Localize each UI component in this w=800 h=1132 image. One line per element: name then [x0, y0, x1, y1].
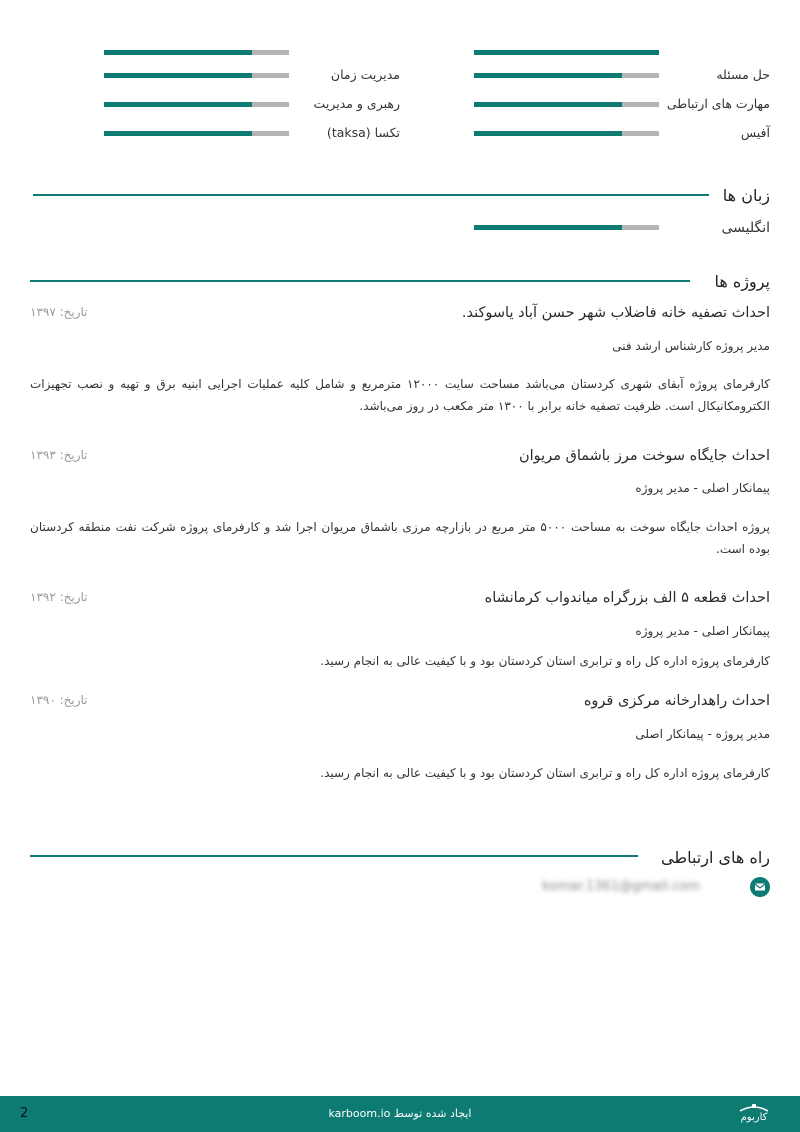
project-description: کارفرمای پروژه آبفای شهری کردستان می‌باشد مساحت سایت ۱۲۰۰۰ مترمربع و شامل کلیه عملیات اجرایی ابنیه برق و تهیه و نصب تجهیزات الکترومکانیکال است. ظرفیت تصفیه خانه برابر با ۱۳۰۰ متر مکعب در روز می‌باشد. — [30, 377, 770, 413]
projects-title: پروژه ها — [714, 272, 770, 291]
karboom-logo — [732, 1102, 776, 1126]
section-divider — [33, 194, 709, 196]
project-description: کارفرمای پروژه اداره کل راه و ترابری استان کردستان بود و با کیفیت عالی به انجام رسید. — [320, 766, 770, 780]
email-address[interactable]: komar.1361@gmail.com — [541, 879, 700, 894]
skill-label: آفیس — [740, 125, 770, 140]
project-date: تاریخ: ۱۳۹۷ — [30, 305, 88, 319]
project-role: پیمانکار اصلی - مدیر پروژه — [635, 481, 770, 495]
footer-bar — [0, 1096, 800, 1132]
language-bar — [474, 225, 659, 230]
skill-label: تکسا (taksa) — [326, 125, 400, 140]
skill-bar — [104, 102, 289, 107]
project-title: احداث راهدارخانه مرکزی قروه — [583, 693, 770, 709]
skill-label: رهبری و مدیریت — [313, 96, 400, 111]
skill-bar — [474, 102, 659, 107]
logo-text: کاربوم — [740, 1112, 768, 1123]
project-description: پروژه احداث جایگاه سوخت به مساحت ۵۰۰۰ متر مربع در بازارچه مرزی باشماق مریوان اجرا شد و کارفرمای پروژه شرکت نفت منطقه کردستان بوده است. — [30, 520, 770, 556]
project-title: احداث جایگاه سوخت مرز باشماق مریوان — [518, 448, 770, 464]
skill-bar — [474, 50, 659, 55]
project-description: کارفرمای پروژه اداره کل راه و ترابری استان کردستان بود و با کیفیت عالی به انجام رسید. — [320, 654, 770, 668]
skill-label: حل مسئله — [716, 67, 770, 82]
project-role: مدیر پروژه کارشناس ارشد فنی — [612, 339, 770, 353]
project-date: تاریخ: ۱۳۹۰ — [30, 693, 88, 707]
project-date: تاریخ: ۱۳۹۲ — [30, 590, 88, 604]
skill-label: مدیریت زمان — [330, 67, 400, 82]
skill-bar — [104, 73, 289, 78]
project-title: احداث قطعه ۵ الف بزرگراه میاندواب کرمانشاه — [484, 590, 770, 606]
project-role: پیمانکار اصلی - مدیر پروژه — [635, 624, 770, 638]
footer-credit[interactable]: ایجاد شده توسط karboom.io — [328, 1107, 472, 1120]
skill-bar — [474, 131, 659, 136]
section-divider — [30, 855, 638, 857]
skill-bar — [474, 73, 659, 78]
project-date: تاریخ: ۱۳۹۳ — [30, 448, 88, 462]
envelope-icon — [750, 877, 770, 897]
contact-title: راه های ارتباطی — [661, 848, 770, 867]
section-divider — [30, 280, 690, 282]
language-label: انگلیسی — [721, 220, 770, 236]
project-role: مدیر پروژه - پیمانکار اصلی — [635, 727, 770, 741]
skill-bar — [104, 50, 289, 55]
languages-title: زبان ها — [722, 186, 770, 205]
project-title: احداث تصفیه خانه فاضلاب شهر حسن آباد یاسوکند. — [461, 305, 770, 321]
skill-bar — [104, 131, 289, 136]
page-number: 2 — [20, 1106, 29, 1121]
skill-label: مهارت های ارتباطی — [666, 96, 770, 111]
